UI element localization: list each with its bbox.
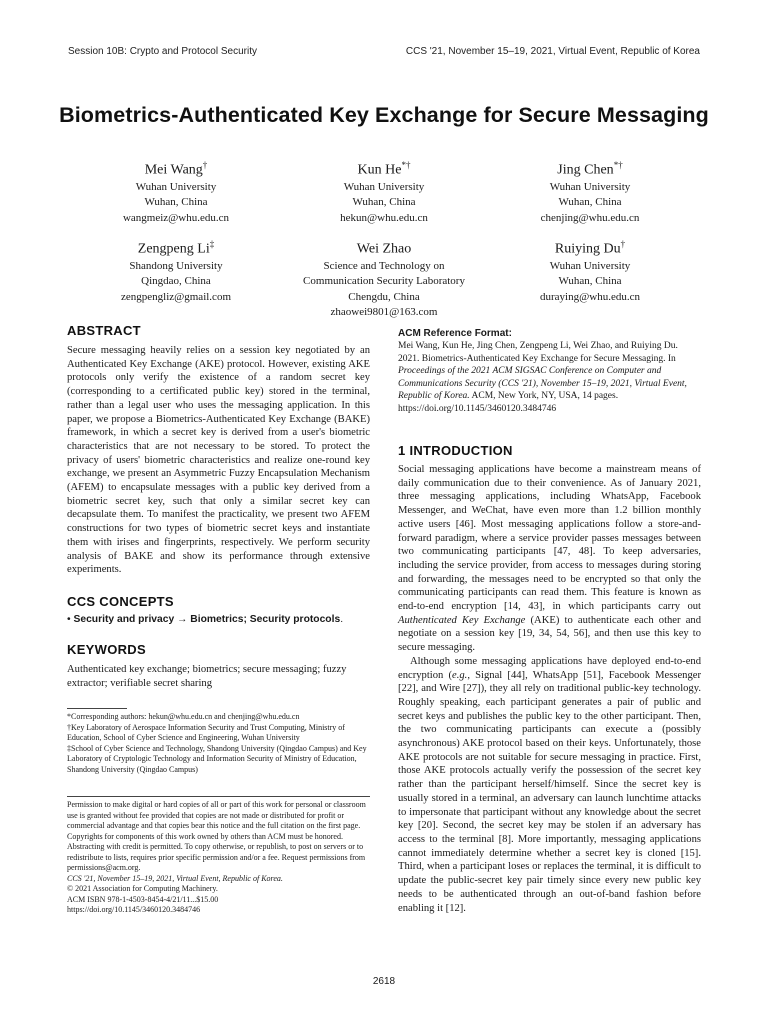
footnotes bbox=[67, 712, 370, 775]
right-column bbox=[398, 328, 701, 915]
footnote-affiliation-whu: †Key Laboratory of Aerospace Information Security and Trust Computing, Ministry of Education, School of Cyber Science and Engineering, Wuhan University bbox=[67, 722, 345, 743]
acm-reference-text: Mei Wang, Kun He, Jing Chen, Zengpeng Li, Wei Zhao, and Ruiying Du. 2021. Biometrics-Authenticated Key Exchange for Secure Messaging. In Proceedings of the 2021 ACM SIGSAC Conference on Computer and Communications Security (CCS '21), November 15–19, 2021, Virtual Event, Republic of Korea. ACM, New York, NY, USA, 14 pages. https://doi.org/10.1145/3460120.3484746 bbox=[398, 341, 687, 414]
isbn-line: ACM ISBN 978-1-4503-8454-4/21/11...$15.00 bbox=[67, 894, 219, 904]
ccs-concepts-heading: CCS CONCEPTS bbox=[67, 593, 174, 609]
author-affiliation: Wuhan University bbox=[549, 180, 631, 193]
author-affiliation: Wuhan University bbox=[343, 180, 425, 193]
author-email: zhaowei9801@163.com bbox=[330, 306, 438, 319]
author-email: duraying@whu.edu.cn bbox=[540, 290, 640, 303]
author-affiliation: Communication Security Laboratory bbox=[303, 275, 465, 288]
author-block bbox=[475, 156, 705, 226]
author-location: Wuhan, China bbox=[144, 196, 208, 209]
doi-link[interactable]: https://doi.org/10.1145/3460120.3484746 bbox=[67, 905, 201, 915]
author-location: Chengdu, China bbox=[348, 290, 420, 303]
author-affiliation: Wuhan University bbox=[549, 259, 631, 272]
left-column bbox=[67, 323, 370, 916]
author-location: Wuhan, China bbox=[352, 196, 416, 209]
running-header-right: CCS '21, November 15–19, 2021, Virtual Event, Republic of Korea bbox=[405, 46, 700, 57]
author-affiliation: Shandong University bbox=[129, 259, 223, 272]
author-email: zengpengliz@gmail.com bbox=[120, 290, 231, 303]
ccs-concepts-text: • Security and privacy → Biometrics; Security protocols. bbox=[67, 613, 344, 625]
intro-paragraph-2: Although some messaging applications have deployed end-to-end encryption (e.g., Signal [44], WhatsApp [51], Facebook Messenger [22], and Wire [27]), they all rely on traditional public-key technology. Roughly speaking, each participant generates a pair of public and secret keys and publishes the public key to the other participant. Then, the two communicating participants can execute a (possibly asynchronous) AKE protocol based on their keys. Unfortunately, those AKE protocols are not suitable for secure messaging in practice. First, those AKE protocols actually verify the possession of the secret key rather than the participant herself/himself. Since the secret key is usually stored in a terminal, an adversary can launch lunchtime attacks to impersonate that participant without any knowledge about the secret key [20]. Second, the secret key may be stolen if an adversary has access to the terminal [8]. More importantly, messaging applications cannot immediately determine whether a secret key is cloned [15]. Third, when a participant loses or replaces the terminal, it is difficult to update the public-secret key pair timely since every new public key needs to be authenticated through an out-of-band fashion before enabling it [12]. bbox=[398, 655, 701, 914]
abstract-heading: ABSTRACT bbox=[67, 323, 141, 338]
abstract-text: Secure messaging heavily relies on a session key negotiated by an Authenticated Key Exchange (AKE) protocol. However, existing AKE protocols only verify the existence of a random secret key (corresponding to a certificated public key) stored in the terminal, rather than a legal user who uses the messaging application. In this paper, we propose a Biometrics-Authenticated Key Exchange (BAKE) framework, in which a secret key is derived from a user's biometric characteristics that are not necessary to be stored. To protect the privacy of users' biometric characteristics and realize one-round key exchange, we present an Asymmetric Fuzzy Encapsulation Mechanism (AFEM) to encapsulate messages with a public key derived from a biometric secret key, such that only a similar secret key can decapsulate them. To manifest the practicality, we present two AFEM constructions for two types of biometric secret keys and instantiate them with irises and fingerprints, respectively. We perform security analysis of BAKE and show its performance through extensive experiments. bbox=[67, 345, 370, 576]
author-block bbox=[61, 156, 291, 226]
author-email: wangmeiz@whu.edu.cn bbox=[122, 211, 230, 224]
author-email: chenjing@whu.edu.cn bbox=[540, 211, 640, 224]
author-block bbox=[475, 235, 705, 305]
author-block bbox=[61, 235, 291, 305]
page-number: 2618 bbox=[372, 976, 396, 987]
introduction-heading: 1 INTRODUCTION bbox=[398, 443, 513, 458]
keywords-text: Authenticated key exchange; biometrics; secure messaging; fuzzy extractor; verifiable secret sharing bbox=[67, 663, 347, 689]
copyright-line: © 2021 Association for Computing Machinery. bbox=[67, 884, 218, 894]
copyright-block bbox=[67, 800, 370, 916]
footnote-corresponding: *Corresponding authors: hekun@whu.edu.cn and chenjing@whu.edu.cn bbox=[67, 712, 300, 722]
running-header-left: Session 10B: Crypto and Protocol Security bbox=[68, 46, 257, 57]
permission-notice: Permission to make digital or hard copies of all or part of this work for personal or classroom use is granted without fee provided that copies are not made or distributed for profit or commercial advantage and that copies bear this notice and the full citation on the first page. Copyrights for components of this work owned by others than ACM must be honored. Abstracting with credit is permitted. To copy otherwise, or republish, to post on servers or to redistribute to lists, requires prior specific permission and/or a fee. Request permissions from permissions@acm.org. bbox=[67, 800, 366, 873]
acm-reference-heading: ACM Reference Format: bbox=[398, 328, 512, 339]
author-block bbox=[269, 156, 499, 226]
footnote-affiliation-sdu: ‡School of Cyber Science and Technology, Shandong University (Qingdao Campus) and Key Laboratory of Cryptologic Technology and Information Security of Ministry of Education, Shandong University (Qingdao Campus) bbox=[67, 743, 367, 774]
keywords-heading: KEYWORDS bbox=[67, 641, 146, 657]
copyright-divider bbox=[67, 796, 370, 797]
author-name: Kun He*† bbox=[357, 160, 411, 178]
conference-venue: CCS '21, November 15–19, 2021, Virtual Event, Republic of Korea. bbox=[67, 873, 283, 883]
author-name: Wei Zhao bbox=[356, 241, 412, 257]
intro-paragraph-1: Social messaging applications have become a mainstream means of daily communication due to their convenience. As of January 2021, three messaging applications, including WhatsApp, Facebook Messenger, and WeChat, have even more than 1.2 billion monthly active users [46]. Most messaging applications follow a store-and-forward paradigm, where a service provider passes messages between two communicating participants [47, 48]. To keep adversaries, including the service provider, from access to messages during storing and forwarding, the messages need to be encrypted so that only the communicating participants can read them. This feature is known as end-to-end encryption [14, 43], in which participants carry out Authenticated Key Exchange (AKE) to authenticate each other and negotiate on a session key [19, 34, 54, 56], and then use this key to secure messaging. bbox=[398, 464, 701, 654]
author-location: Qingdao, China bbox=[141, 275, 211, 288]
author-affiliation: Science and Technology on bbox=[323, 259, 445, 272]
author-block bbox=[269, 235, 499, 321]
author-affiliation: Wuhan University bbox=[135, 180, 217, 193]
author-name: Ruiying Du† bbox=[554, 239, 626, 257]
author-name: Jing Chen*† bbox=[557, 160, 623, 178]
author-location: Wuhan, China bbox=[558, 275, 622, 288]
author-name: Mei Wang† bbox=[144, 160, 208, 178]
author-email: hekun@whu.edu.cn bbox=[340, 211, 428, 224]
author-name: Zengpeng Li‡ bbox=[137, 239, 215, 257]
paper-title: Biometrics-Authenticated Key Exchange for Secure Messaging bbox=[59, 103, 709, 127]
footnote-divider bbox=[67, 708, 127, 709]
author-location: Wuhan, China bbox=[558, 196, 622, 209]
